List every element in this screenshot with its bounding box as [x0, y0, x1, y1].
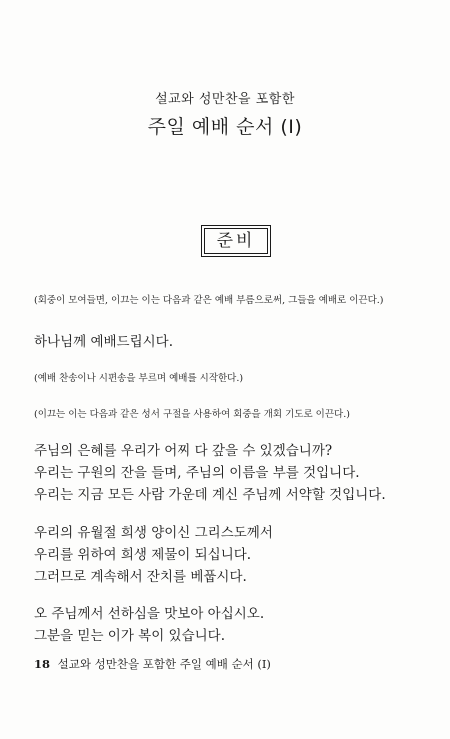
- page-title: 주일 예배 순서 (I): [147, 116, 303, 138]
- page-number: 18: [34, 657, 51, 671]
- page-subtitle: 설교와 성만찬을 포함한: [155, 92, 295, 107]
- verse-line: 우리는 지금 모든 사람 가운데 계신 주님께 서약할 것입니다.: [34, 487, 386, 503]
- rubric-note-scripture: (이끄는 이는 다음과 같은 성서 구절을 사용하여 회중을 개회 기도로 이끈다.): [34, 409, 350, 420]
- verse-line: 우리를 위하여 희생 제물이 되십니다.: [34, 547, 252, 563]
- verse-line: 우리는 구원의 잔을 들며, 주님의 이름을 부를 것입니다.: [34, 465, 360, 481]
- call-to-worship-line: 하나님께 예배드립시다.: [34, 334, 173, 350]
- verse-line: 그러므로 계속해서 잔치를 베풉시다.: [34, 569, 247, 585]
- verse-line: 우리의 유월절 희생 양이신 그리스도께서: [34, 525, 273, 541]
- rubric-note-gathering: (회중이 모여들면, 이끄는 이는 다음과 같은 예배 부름으로써, 그들을 예배로 이끈다.): [34, 295, 384, 306]
- rubric-note-hymn: (예배 찬송이나 시편송을 부르며 예배를 시작한다.): [34, 373, 244, 384]
- verse-line: 주님의 은혜를 우리가 어찌 다 갚을 수 있겠습니까?: [34, 443, 333, 459]
- verse-line: 그분을 믿는 이가 복이 있습니다.: [34, 628, 225, 644]
- running-title: 설교와 성만찬을 포함한 주일 예배 순서 (I): [57, 657, 271, 671]
- section-heading-box: 준비: [204, 228, 268, 254]
- verse-line: 오 주님께서 선하심을 맛보아 아십시오.: [34, 606, 265, 622]
- page-footer: [34, 656, 271, 672]
